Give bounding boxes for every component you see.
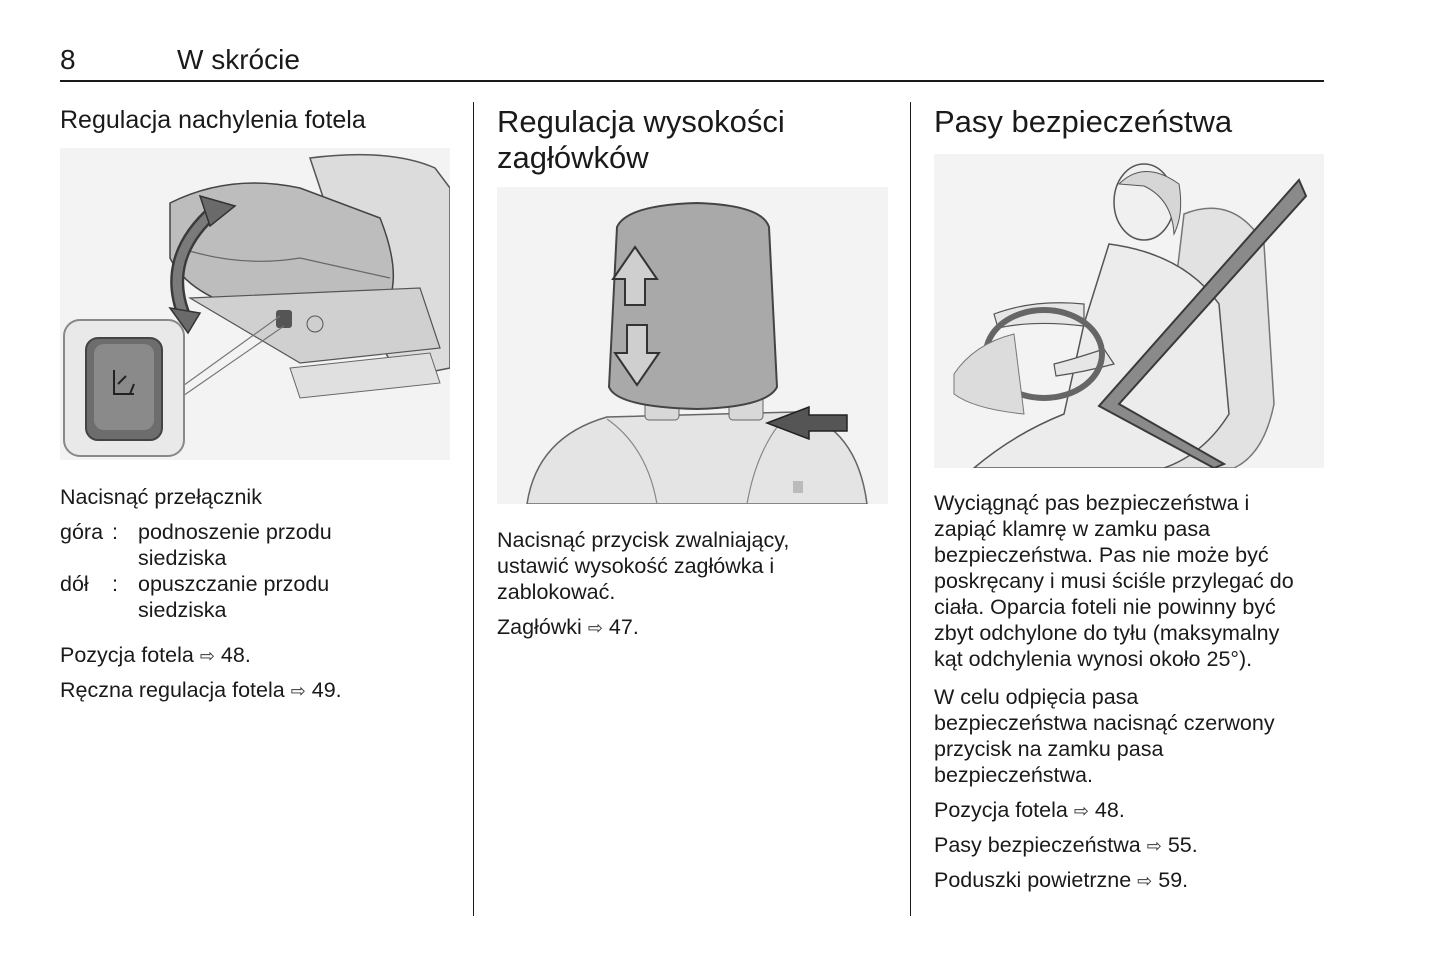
- col2-heading: [497, 104, 785, 176]
- table-sep: :: [112, 572, 118, 596]
- headrest-illustration: [497, 187, 888, 504]
- page-number: 8: [60, 44, 76, 75]
- reference-page: 55.: [1167, 833, 1198, 857]
- reference-text: Poduszki powietrzne: [934, 868, 1132, 892]
- col1-heading: Regulacja nachylenia fotela: [60, 106, 366, 134]
- col3-body-line: ciała. Oparcia foteli nie powinny być: [934, 595, 1276, 619]
- col3-body-line: przycisk na zamku pasa: [934, 737, 1164, 761]
- page-reference-arrow-icon: ⇨: [587, 618, 603, 638]
- col3-para1: [934, 490, 1294, 672]
- reference-text: Pasy bezpieczeństwa: [934, 833, 1141, 857]
- col1-intro: Nacisnąć przełącznik: [60, 485, 262, 509]
- reference-page: 48.: [1094, 798, 1125, 822]
- col3-para2: [934, 684, 1275, 788]
- table-row: [60, 519, 398, 571]
- page-reference-arrow-icon: ⇨: [1146, 836, 1162, 856]
- seat-tilt-illustration: [60, 148, 450, 460]
- table-key: góra: [60, 520, 104, 544]
- col3-body-line: W celu odpięcia pasa: [934, 685, 1139, 709]
- reference-link[interactable]: [497, 614, 639, 641]
- reference-page: 48.: [220, 643, 251, 667]
- col2-body-line: zablokować.: [497, 580, 616, 604]
- reference-link[interactable]: [934, 797, 1125, 824]
- col3-body-line: bezpieczeństwa nacisnąć czerwony: [934, 711, 1275, 735]
- reference-text: Zagłówki: [497, 615, 582, 639]
- col3-body-line: poskręcany i musi ściśle przylegać do: [934, 569, 1294, 593]
- col2-body: [497, 527, 789, 605]
- page-reference-arrow-icon: ⇨: [1073, 801, 1089, 821]
- page-reference-arrow-icon: ⇨: [199, 646, 215, 666]
- tilt-switch-table: [60, 519, 398, 623]
- table-value: podnoszenie przodu siedziska: [138, 520, 332, 570]
- col3-body-line: zapiąć klamrę w zamku pasa: [934, 517, 1211, 541]
- table-row: [60, 571, 398, 623]
- reference-text: Ręczna regulacja fotela: [60, 678, 285, 702]
- reference-page: 59.: [1158, 868, 1189, 892]
- reference-page: 47.: [608, 615, 639, 639]
- col3-body-line: kąt odchylenia wynosi około 25°).: [934, 647, 1253, 671]
- reference-text: Pozycja fotela: [934, 798, 1068, 822]
- col3-body-line: Wyciągnąć pas bezpieczeństwa i: [934, 491, 1250, 515]
- col2-body-line: ustawić wysokość zagłówka i: [497, 554, 775, 578]
- seatbelt-illustration: [934, 154, 1324, 468]
- column-divider: [473, 102, 474, 916]
- seatbelt-figure: [934, 154, 1324, 468]
- table-key: dół: [60, 572, 89, 596]
- header-rule: [60, 80, 1324, 82]
- reference-link[interactable]: [934, 867, 1188, 894]
- reference-link[interactable]: [60, 677, 342, 704]
- reference-link[interactable]: [934, 832, 1198, 859]
- col2-heading-line: zagłówków: [497, 140, 649, 175]
- reference-link[interactable]: [60, 642, 251, 669]
- section-title: W skrócie: [177, 44, 300, 75]
- col2-body-line: Nacisnąć przycisk zwalniający,: [497, 528, 790, 552]
- seat-tilt-figure: [60, 148, 450, 460]
- headrest-figure: [497, 187, 888, 504]
- page-reference-arrow-icon: ⇨: [290, 681, 306, 701]
- col3-body-line: bezpieczeństwa. Pas nie może być: [934, 543, 1269, 567]
- table-value: opuszczanie przodu siedziska: [138, 572, 330, 622]
- col3-heading: Pasy bezpieczeństwa: [934, 104, 1233, 139]
- column-divider: [910, 102, 911, 916]
- page-reference-arrow-icon: ⇨: [1137, 871, 1153, 891]
- col3-body-line: zbyt odchylone do tyłu (maksymalny: [934, 621, 1280, 645]
- reference-page: 49.: [311, 678, 342, 702]
- col2-heading-line: Regulacja wysokości: [497, 104, 785, 139]
- reference-text: Pozycja fotela: [60, 643, 194, 667]
- col3-body-line: bezpieczeństwa.: [934, 763, 1093, 787]
- table-sep: :: [112, 520, 118, 544]
